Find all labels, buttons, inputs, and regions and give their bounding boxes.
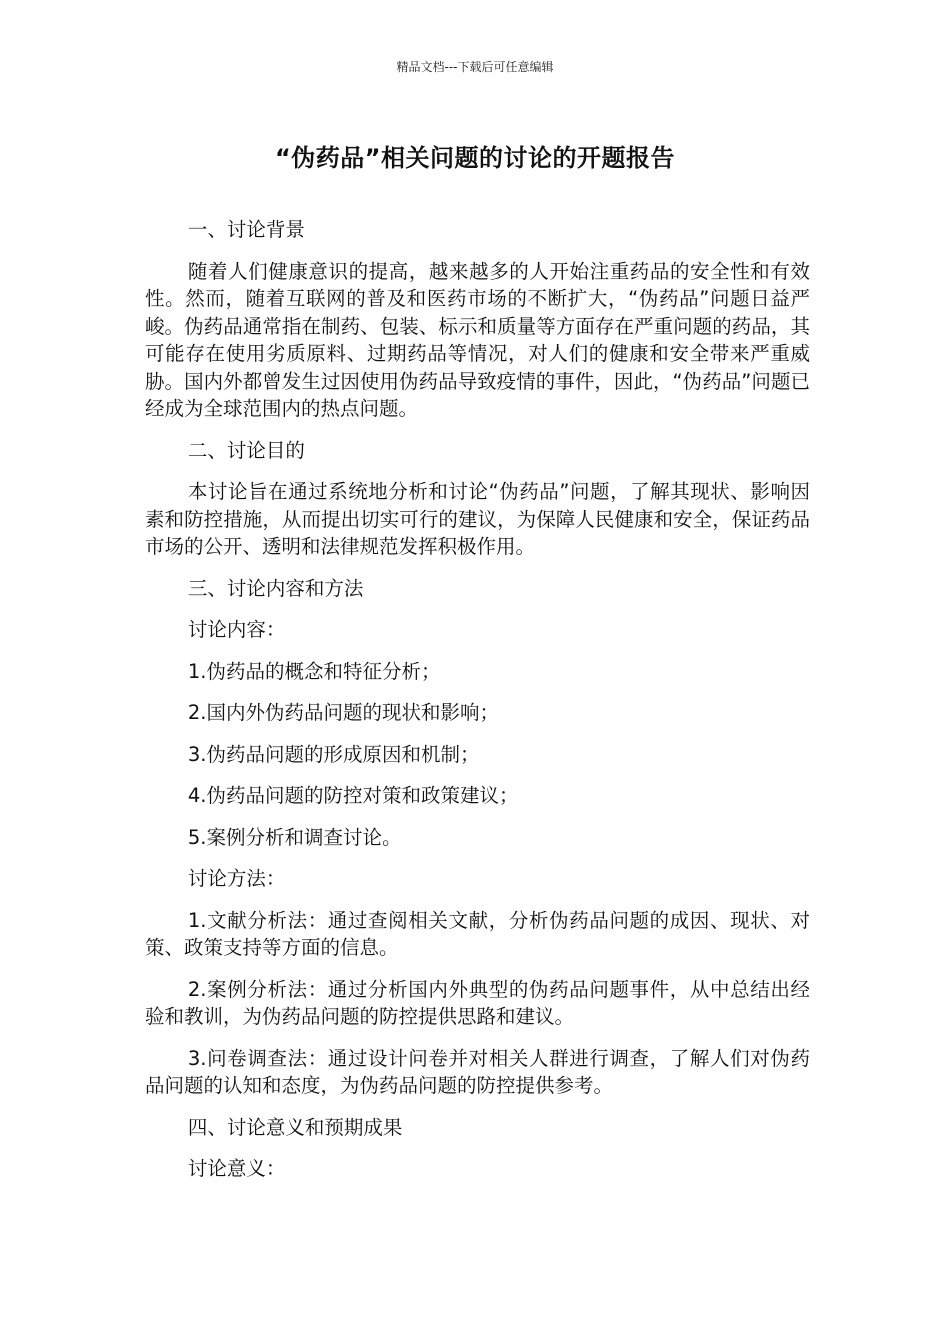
page-title: “伪药品”相关问题的讨论的开题报告: [274, 144, 676, 172]
list-item: 3.伪药品问题的形成原因和机制；: [187, 742, 480, 766]
section-heading-background: 一、讨论背景: [187, 218, 305, 241]
header-note: 精品文档---下载后可任意编辑: [396, 60, 554, 74]
method-label: 讨论方法：: [187, 867, 286, 890]
list-item: 2.国内外伪药品问题的现状和影响；: [187, 701, 499, 724]
significance-label: 讨论意义：: [187, 1157, 286, 1180]
list-item: 2.案例分析法：通过分析国内外典型的伪药品问题事件，从中总结出经验和教训，为伪药品问题的防控提供思路和建议。: [145, 977, 810, 1028]
content-label: 讨论内容：: [187, 618, 286, 641]
paragraph-background: 随着人们健康意识的提高，越来越多的人开始注重药品的安全性和有效性。然而，随着互联网的普及和医药市场的不断扩大，“伪药品”问题日益严峻。伪药品通常指在制药、包装、标示和质量等方面存在严重问题的药品，其可能存在使用劣质原料、过期药品等情况，对人们的健康和安全带来严重威胁。国内外都曾发生过因使用伪药品导致疫情的事件，因此，“伪药品”问题已经成为全球范围内的热点问题。: [145, 259, 810, 420]
list-item: 1.伪药品的概念和特征分析；: [187, 659, 441, 683]
list-item: 4.伪药品问题的防控对策和政策建议；: [187, 784, 519, 807]
document-body: [145, 216, 810, 1197]
list-item: 5.案例分析和调查讨论。: [187, 825, 402, 849]
list-item: 1.文献分析法：通过查阅相关文献，分析伪药品问题的成因、现状、对策、政策支持等方面的信息。: [145, 908, 810, 959]
section-heading-purpose: 二、讨论目的: [187, 438, 305, 462]
section-heading-content-method: 三、讨论内容和方法: [187, 576, 364, 600]
list-item: 3.问卷调查法：通过设计问卷并对相关人群进行调查，了解人们对伪药品问题的认知和态度，为伪药品问题的防控提供参考。: [145, 1046, 810, 1097]
paragraph-purpose: 本讨论旨在通过系统地分析和讨论“伪药品”问题，了解其现状、影响因素和防控措施，从而提出切实可行的建议，为保障人民健康和安全，保证药品市场的公开、透明和法律规范发挥积极作用。: [145, 480, 810, 558]
section-heading-significance: 四、讨论意义和预期成果: [187, 1115, 403, 1139]
